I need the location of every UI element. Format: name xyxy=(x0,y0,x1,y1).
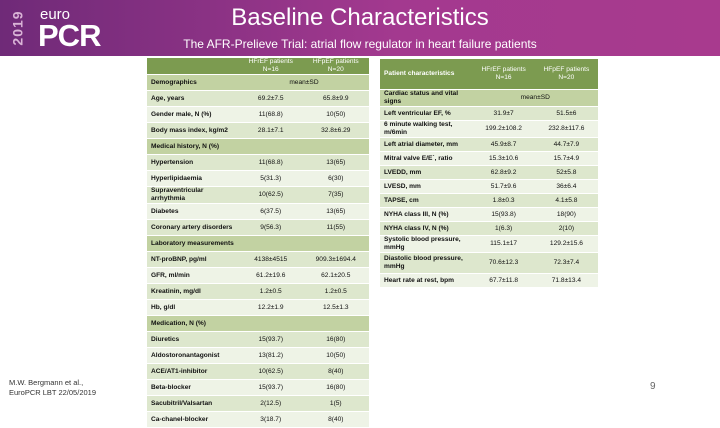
row-label: Beta-blocker xyxy=(147,380,239,396)
row-label: NT-proBNP, pg/ml xyxy=(147,252,239,268)
row-label: Sacubitril/Valsartan xyxy=(147,396,239,412)
row-label: Hyperlipidaemia xyxy=(147,171,239,187)
table-row xyxy=(380,121,598,138)
row-value: mean±SD xyxy=(472,90,598,107)
page-number: 9 xyxy=(650,381,656,392)
row-value: 1.2±0.5 xyxy=(303,284,369,300)
logo-pcr-text: PCR xyxy=(38,18,101,53)
row-value: 6(37.5) xyxy=(239,204,303,220)
table-row xyxy=(147,187,369,204)
row-value: mean±SD xyxy=(239,75,369,91)
row-label: Age, years xyxy=(147,91,239,107)
row-value: 4138±4515 xyxy=(239,252,303,268)
row-value: 44.7±7.9 xyxy=(535,138,598,152)
row-label: NYHA class IV, N (%) xyxy=(380,222,472,236)
row-label: Diastolic blood pressure, mmHg xyxy=(380,253,472,274)
row-value: 51.7±9.6 xyxy=(472,180,534,194)
row-value: 8(40) xyxy=(303,412,369,428)
row-value: 12.5±1.3 xyxy=(303,300,369,316)
row-value xyxy=(303,139,369,155)
row-value: 10(50) xyxy=(303,348,369,364)
header-cell: HFpEF patients N=20 xyxy=(535,59,598,90)
row-value: 115.1±17 xyxy=(472,236,534,253)
row-label: Hb, g/dl xyxy=(147,300,239,316)
row-value: 13(81.2) xyxy=(239,348,303,364)
row-value: 3(18.7) xyxy=(239,412,303,428)
logo-year: 2019 xyxy=(9,10,26,46)
row-value: 13(65) xyxy=(303,155,369,171)
row-value: 129.2±15.6 xyxy=(535,236,598,253)
row-value: 16(80) xyxy=(303,380,369,396)
row-label: Laboratory measurements xyxy=(147,236,239,252)
section-row xyxy=(380,90,598,107)
row-value: 10(50) xyxy=(303,107,369,123)
row-value: 45.9±8.7 xyxy=(472,138,534,152)
table-row xyxy=(147,220,369,236)
row-label: Aldostoronantagonist xyxy=(147,348,239,364)
table-row xyxy=(380,107,598,121)
row-label: GFR, ml/min xyxy=(147,268,239,284)
row-value: 2(12.5) xyxy=(239,396,303,412)
row-value: 7(35) xyxy=(303,187,369,204)
table-row xyxy=(147,107,369,123)
row-value: 13(65) xyxy=(303,204,369,220)
table-row xyxy=(147,252,369,268)
row-label: Supraventricular arrhythmia xyxy=(147,187,239,204)
table-header-row xyxy=(147,58,369,75)
table-row xyxy=(147,155,369,171)
row-value xyxy=(239,316,303,332)
row-value: 15(93.7) xyxy=(239,380,303,396)
row-value: 9(56.3) xyxy=(239,220,303,236)
row-label: Demographics xyxy=(147,75,239,91)
section-row xyxy=(147,75,369,91)
header-cell xyxy=(147,58,239,75)
row-value: 12.2±1.9 xyxy=(239,300,303,316)
row-value: 10(62.5) xyxy=(239,187,303,204)
row-value: 65.8±9.9 xyxy=(303,91,369,107)
row-label: Kreatinin, mg/dl xyxy=(147,284,239,300)
row-value: 232.8±117.6 xyxy=(535,121,598,138)
table-row xyxy=(147,284,369,300)
row-value: 11(68.8) xyxy=(239,155,303,171)
row-label: TAPSE, cm xyxy=(380,194,472,208)
row-value: 199.2±108.2 xyxy=(472,121,534,138)
credit-text xyxy=(9,378,96,398)
table-row xyxy=(147,171,369,187)
row-label: Medication, N (%) xyxy=(147,316,239,332)
table-row xyxy=(380,180,598,194)
table-row xyxy=(147,123,369,139)
logo-euro-text: euro xyxy=(40,6,71,23)
row-value: 15.7±4.9 xyxy=(535,152,598,166)
row-value xyxy=(239,236,303,252)
table-row xyxy=(380,166,598,180)
section-row xyxy=(147,236,369,252)
row-label: Systolic blood pressure, mmHg xyxy=(380,236,472,253)
row-value: 1.8±0.3 xyxy=(472,194,534,208)
slide-header xyxy=(0,0,720,56)
row-label: Cardiac status and vital signs xyxy=(380,90,472,107)
baseline-table-right xyxy=(380,59,598,288)
row-value: 16(80) xyxy=(303,332,369,348)
row-label: Diuretics xyxy=(147,332,239,348)
row-value: 61.2±19.6 xyxy=(239,268,303,284)
slide-subtitle: The AFR-Prelieve Trial: atrial flow regulator in heart failure patients xyxy=(183,37,537,51)
row-label: Coronary artery disorders xyxy=(147,220,239,236)
row-value: 11(55) xyxy=(303,220,369,236)
table-row xyxy=(147,412,369,428)
row-label: 6 minute walking test, m/6min xyxy=(380,121,472,138)
row-value: 15(93.8) xyxy=(472,208,534,222)
row-value: 67.7±11.8 xyxy=(472,274,534,288)
row-value: 8(40) xyxy=(303,364,369,380)
row-value: 1.2±0.5 xyxy=(239,284,303,300)
row-label: LVEDD, mm xyxy=(380,166,472,180)
row-value xyxy=(239,139,303,155)
baseline-table-left xyxy=(147,58,369,428)
row-value: 71.8±13.4 xyxy=(535,274,598,288)
section-row xyxy=(147,316,369,332)
row-value: 2(10) xyxy=(535,222,598,236)
row-value: 15.3±10.6 xyxy=(472,152,534,166)
row-value: 5(31.3) xyxy=(239,171,303,187)
row-label: Body mass index, kg/m2 xyxy=(147,123,239,139)
row-label: Ca-chanel-blocker xyxy=(147,412,239,428)
row-value: 36±6.4 xyxy=(535,180,598,194)
row-label: Mitral valve E/E´, ratio xyxy=(380,152,472,166)
row-value: 4.1±5.8 xyxy=(535,194,598,208)
table-row xyxy=(380,152,598,166)
row-value: 70.6±12.3 xyxy=(472,253,534,274)
row-label: Gender male, N (%) xyxy=(147,107,239,123)
credit-author: M.W. Bergmann et al., xyxy=(9,378,84,387)
table-row xyxy=(380,274,598,288)
header-cell: HFpEF patients N=20 xyxy=(303,58,369,75)
slide-title: Baseline Characteristics xyxy=(231,4,489,31)
row-value: 909.3±1694.4 xyxy=(303,252,369,268)
table-row xyxy=(380,222,598,236)
table-row xyxy=(380,138,598,152)
section-row xyxy=(147,139,369,155)
table-row xyxy=(380,208,598,222)
table-row xyxy=(147,380,369,396)
table-row xyxy=(147,332,369,348)
table-header-row xyxy=(380,59,598,90)
row-value: 6(30) xyxy=(303,171,369,187)
row-label: Heart rate at rest, bpm xyxy=(380,274,472,288)
credit-event: EuroPCR LBT 22/05/2019 xyxy=(9,388,97,397)
table-row xyxy=(380,236,598,253)
row-value: 10(62.5) xyxy=(239,364,303,380)
row-label: Diabetes xyxy=(147,204,239,220)
row-value: 18(90) xyxy=(535,208,598,222)
header-cell: Patient characteristics xyxy=(380,59,472,90)
table-row xyxy=(147,396,369,412)
row-value: 62.8±9.2 xyxy=(472,166,534,180)
table-row xyxy=(380,253,598,274)
table-row xyxy=(380,194,598,208)
row-label: ACE/AT1-inhibitor xyxy=(147,364,239,380)
row-value: 32.8±6.29 xyxy=(303,123,369,139)
row-value xyxy=(303,236,369,252)
row-value: 52±5.8 xyxy=(535,166,598,180)
table-row xyxy=(147,364,369,380)
row-value: 51.5±6 xyxy=(535,107,598,121)
row-value: 1(5) xyxy=(303,396,369,412)
row-label: NYHA class III, N (%) xyxy=(380,208,472,222)
table-row xyxy=(147,204,369,220)
table-row xyxy=(147,300,369,316)
table-row xyxy=(147,348,369,364)
row-value: 62.1±20.5 xyxy=(303,268,369,284)
row-label: Medical history, N (%) xyxy=(147,139,239,155)
row-label: Left ventricular EF, % xyxy=(380,107,472,121)
row-value: 1(6.3) xyxy=(472,222,534,236)
row-value xyxy=(303,316,369,332)
row-value: 72.3±7.4 xyxy=(535,253,598,274)
row-label: Hypertension xyxy=(147,155,239,171)
row-value: 15(93.7) xyxy=(239,332,303,348)
table-row xyxy=(147,268,369,284)
row-value: 31.9±7 xyxy=(472,107,534,121)
table-row xyxy=(147,91,369,107)
header-cell: HFrEF patients N=16 xyxy=(472,59,534,90)
row-label: Left atrial diameter, mm xyxy=(380,138,472,152)
row-value: 69.2±7.5 xyxy=(239,91,303,107)
row-label: LVESD, mm xyxy=(380,180,472,194)
row-value: 28.1±7.1 xyxy=(239,123,303,139)
row-value: 11(68.8) xyxy=(239,107,303,123)
header-cell: HFrEF patients N=16 xyxy=(239,58,303,75)
